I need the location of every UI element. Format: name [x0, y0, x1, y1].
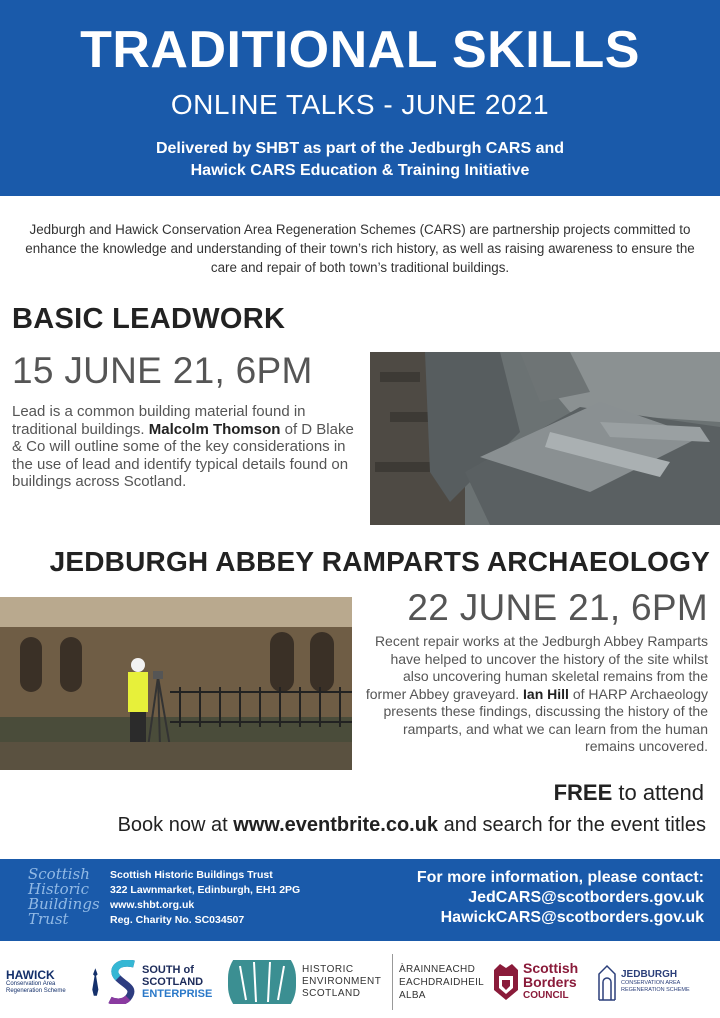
- alba-line2: EACHDRAIDHEIL: [399, 976, 485, 988]
- scottish-borders-council-logo: [492, 954, 592, 1010]
- jedburgh-abbey-icon: [596, 962, 618, 1002]
- hawick-figure-icon: [90, 962, 101, 1002]
- sse-logo: [108, 954, 224, 1010]
- contact-heading: For more information, please contact:: [416, 869, 704, 886]
- jed-sub1: CONSERVATION AREA: [621, 980, 681, 986]
- partner-logos: [0, 946, 720, 1018]
- shbt-logo-line: Historic: [28, 880, 90, 898]
- hawick-logo-name: HAWICK: [6, 968, 55, 982]
- talk2-body-a: Recent repair works at the Jedburgh Abbey Ramparts have helped to uncover the history of the site whilst also uncovering human skeletal remains from the former Abbey graveyard.: [365, 633, 708, 702]
- jedcars-email-link[interactable]: JedCARS@scotborders.gov.uk: [468, 889, 704, 906]
- sse-line1: SOUTH of: [142, 964, 194, 976]
- sse-s-icon: [108, 960, 138, 1004]
- jed-name: JEDBURGH: [621, 969, 678, 980]
- sse-line2: SCOTLAND: [142, 976, 204, 988]
- talk1-title: BASIC LEADWORK: [12, 303, 286, 335]
- talk2-description: [363, 633, 708, 756]
- leadwork-photo: [370, 352, 720, 525]
- free-label: FREE: [553, 780, 613, 805]
- talk1-speaker: Malcolm Thomson: [148, 420, 281, 438]
- talk1-description: [12, 403, 357, 491]
- delivered-text-1: Delivered by SHBT as part of the: [155, 140, 409, 157]
- jed-sub2: REGENERATION SCHEME: [621, 987, 690, 993]
- hes-line2: ENVIRONMENT: [302, 976, 382, 987]
- hawick-cars-text: Hawick CARS: [190, 162, 296, 179]
- hawick-logo-sub: Conservation Area Regeneration Scheme: [6, 981, 66, 994]
- free-to-attend: [554, 780, 704, 806]
- header-banner: [0, 0, 720, 196]
- eventbrite-link[interactable]: www.eventbrite.co.uk: [233, 814, 439, 836]
- hes-line3: SCOTLAND: [302, 988, 361, 999]
- sbc-crest-icon: [492, 962, 520, 1002]
- jedburgh-logo: [596, 954, 716, 1010]
- talk2-title: JEDBURGH ABBEY RAMPARTS ARCHAEOLOGY: [49, 546, 710, 577]
- talk2-speaker: Ian Hill: [523, 685, 569, 702]
- to-attend-label: to attend: [612, 780, 704, 805]
- talk2-date: 22 JUNE 21, 6PM: [407, 587, 708, 628]
- shbt-address-block: [110, 868, 300, 928]
- abbey-excavation-photo: [0, 597, 352, 770]
- hawick-logo: [6, 954, 101, 1010]
- page-subtitle: ONLINE TALKS - JUNE 2021: [170, 89, 550, 120]
- hes-logo: [226, 954, 386, 1010]
- contact-block: [417, 868, 704, 928]
- jedburgh-cars-text: Jedburgh CARS: [408, 140, 532, 157]
- sbc-line3: COUNCIL: [523, 990, 569, 1001]
- alba-line1: ÀRAINNEACHD: [399, 963, 476, 975]
- hes-fan-icon: [226, 960, 298, 1004]
- sbc-line2: Borders: [523, 974, 577, 990]
- org-website-link[interactable]: www.shbt.org.uk: [110, 899, 195, 911]
- delivered-text-2: and: [531, 140, 565, 157]
- talk1-body-a: Lead is a common building material found in traditional buildings.: [12, 403, 306, 438]
- book-now-text: Book now at: [117, 814, 234, 836]
- sse-line3: ENTERPRISE: [142, 988, 213, 1000]
- page-title: TRADITIONAL SKILLS: [80, 21, 640, 79]
- hes-line1: HISTORIC: [302, 964, 354, 975]
- intro-paragraph: Jedburgh and Hawick Conservation Area Regeneration Schemes (CARS) are partnership projects committed to enhance the knowledge and understanding of their town’s rich history, as well as raising awareness to ensure the care and repair of both town’s traditional buildings.: [25, 222, 695, 275]
- footer-banner: [0, 859, 720, 941]
- alba-line3: ALBA: [399, 989, 426, 1001]
- org-address: 322 Lawnmarket, Edinburgh, EH1 2PG: [110, 884, 301, 896]
- org-charity-number: Reg. Charity No. SC034507: [110, 914, 245, 926]
- hes-gaelic-logo: [392, 954, 487, 1010]
- booking-line: [0, 814, 706, 837]
- book-search-text: and search for the event titles: [438, 814, 706, 836]
- delivered-by-text: [0, 138, 720, 182]
- shbt-logo-line: Scottish: [28, 865, 90, 883]
- shbt-logo-line: Buildings: [28, 895, 100, 913]
- talk1-date: 15 JUNE 21, 6PM: [12, 350, 313, 391]
- shbt-logo: [28, 867, 98, 927]
- org-name: Scottish Historic Buildings Trust: [110, 869, 273, 881]
- shbt-logo-line: Trust: [28, 910, 69, 928]
- sbc-line1: Scottish: [523, 960, 579, 976]
- talk2-body-b: of HARP Archaeology presents these findings, discussing the history of the ramparts, and what we can learn from the human remains uncovered.: [383, 685, 708, 754]
- hawickcars-email-link[interactable]: HawickCARS@scotborders.gov.uk: [440, 909, 704, 926]
- delivered-text-3: Education & Training Initiative: [295, 162, 530, 179]
- talk1-body-b: of D Blake & Co will outline some of the key considerations in the use of lead and identify typical details found on buildings across Scotland.: [12, 420, 354, 490]
